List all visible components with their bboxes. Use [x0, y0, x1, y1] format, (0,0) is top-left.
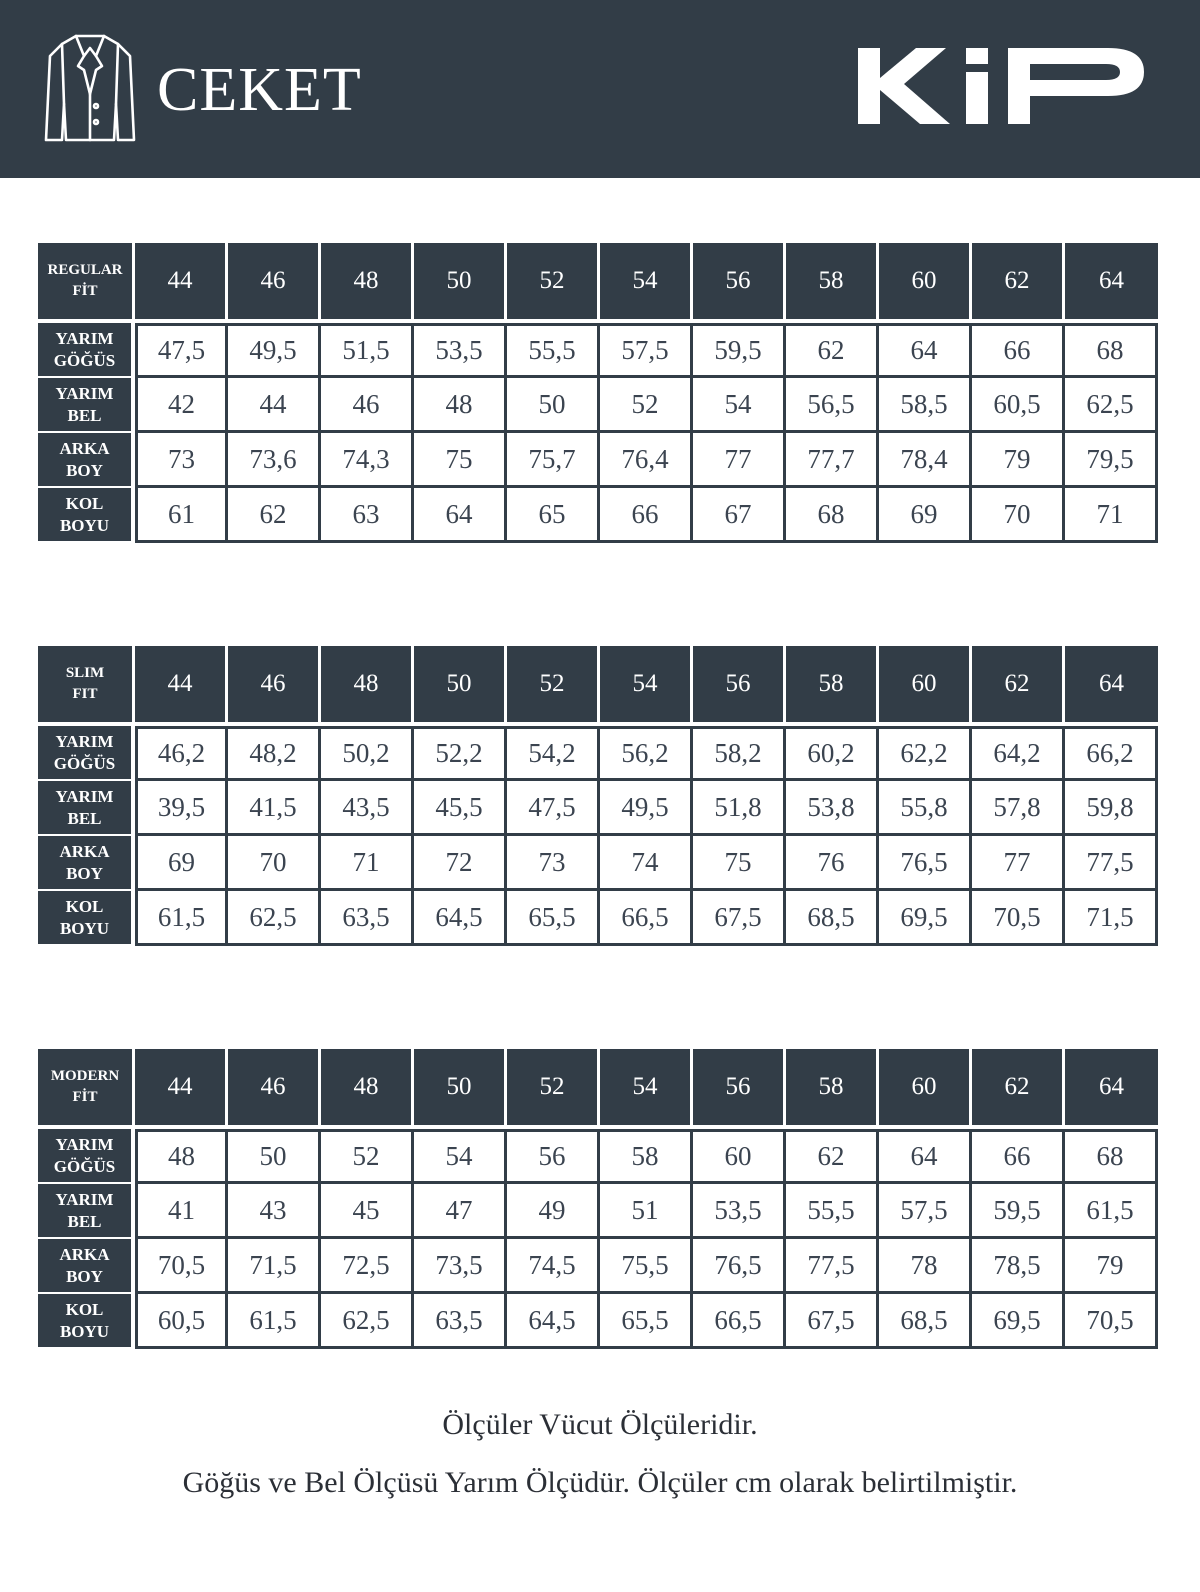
table-cell: 62: [228, 488, 321, 543]
note-line-2: Göğüs ve Bel Ölçüsü Yarım Ölçüdür. Ölçüler cm olarak belirtilmiştir.: [182, 1466, 1018, 1499]
table-cell: 53,5: [693, 1184, 786, 1239]
table-cell: 74,5: [507, 1239, 600, 1294]
note-line-1: Ölçüler Vücut Ölçüleridir.: [442, 1408, 758, 1441]
table-cell: 57,5: [600, 323, 693, 378]
size-header: 46: [228, 646, 321, 722]
size-header: 58: [786, 243, 879, 319]
row-label: [38, 1129, 135, 1184]
table-cell: 47,5: [135, 323, 228, 378]
table-cell: 59,8: [1065, 781, 1158, 836]
size-header: 46: [228, 1049, 321, 1125]
size-header: 44: [135, 243, 228, 319]
page-header: [0, 0, 1200, 178]
table-cell: 49: [507, 1184, 600, 1239]
table-cell: 50: [507, 378, 600, 433]
table-cell: 69: [879, 488, 972, 543]
table-cell: 77,5: [1065, 836, 1158, 891]
size-header: 46: [228, 243, 321, 319]
table-row: [38, 836, 1158, 891]
table-row: [38, 891, 1158, 946]
table-cell: 77: [693, 433, 786, 488]
fit-label: [38, 1049, 135, 1125]
fit-label-line1: MODERN: [50, 1068, 120, 1084]
fit-label-line1: SLIM: [65, 665, 105, 681]
row-label-line2: BEL: [67, 405, 102, 425]
row-label: [38, 836, 135, 891]
brand-logo: [858, 44, 1148, 128]
table-cell: 46: [321, 378, 414, 433]
table-cell: 49,5: [228, 323, 321, 378]
table-cell: 72: [414, 836, 507, 891]
table-cell: 43,5: [321, 781, 414, 836]
table-cell: 61,5: [135, 891, 228, 946]
table-cell: 67,5: [693, 891, 786, 946]
table-cell: 70,5: [972, 891, 1065, 946]
row-label-line1: KOL: [65, 896, 104, 916]
jacket-icon: [44, 32, 136, 144]
table-cell: 48: [135, 1129, 228, 1184]
table-cell: 62: [786, 323, 879, 378]
table-cell: 61,5: [1065, 1184, 1158, 1239]
table-cell: 68: [1065, 323, 1158, 378]
table-cell: 60: [693, 1129, 786, 1184]
size-header: 60: [879, 646, 972, 722]
table-cell: 70: [972, 488, 1065, 543]
table-cell: 65: [507, 488, 600, 543]
row-label-line2: GÖĞÜS: [53, 1156, 116, 1176]
table-cell: 50,2: [321, 726, 414, 781]
table-cell: 66: [972, 1129, 1065, 1184]
row-label-line2: BOY: [66, 863, 103, 883]
table-cell: 41,5: [228, 781, 321, 836]
table-cell: 76,5: [879, 836, 972, 891]
row-label: [38, 726, 135, 781]
row-label-line2: BOYU: [59, 918, 110, 938]
table-cell: 49,5: [600, 781, 693, 836]
row-label-line1: KOL: [65, 1299, 104, 1319]
table-cell: 55,8: [879, 781, 972, 836]
table-cell: 68: [786, 488, 879, 543]
table-cell: 55,5: [507, 323, 600, 378]
table-cell: 71: [321, 836, 414, 891]
table-cell: 65,5: [507, 891, 600, 946]
table-cell: 69,5: [972, 1294, 1065, 1349]
table-cell: 54: [693, 378, 786, 433]
row-label: [38, 1294, 135, 1349]
size-header: 60: [879, 243, 972, 319]
table-cell: 53,8: [786, 781, 879, 836]
table-cell: 62,5: [228, 891, 321, 946]
row-label-line2: BOY: [66, 1266, 103, 1286]
row-label-line1: YARIM: [55, 1134, 114, 1154]
table-cell: 62,5: [1065, 378, 1158, 433]
size-header: 60: [879, 1049, 972, 1125]
table-cell: 78: [879, 1239, 972, 1294]
table-cell: 75,7: [507, 433, 600, 488]
table-cell: 66: [600, 488, 693, 543]
fit-label-line1: REGULAR: [47, 262, 123, 278]
fit-label-line2: FIT: [72, 686, 98, 702]
table-cell: 50: [228, 1129, 321, 1184]
table-cell: 64: [879, 1129, 972, 1184]
row-label-line2: BOYU: [59, 515, 110, 535]
row-label-line1: YARIM: [55, 786, 114, 806]
row-label-line1: ARKA: [59, 438, 110, 458]
table-cell: 63,5: [321, 891, 414, 946]
table-cell: 46,2: [135, 726, 228, 781]
table-cell: 73,5: [414, 1239, 507, 1294]
table-cell: 64: [414, 488, 507, 543]
table-cell: 79: [972, 433, 1065, 488]
table-cell: 51: [600, 1184, 693, 1239]
size-header: 56: [693, 243, 786, 319]
table-cell: 45: [321, 1184, 414, 1239]
table-cell: 62,5: [321, 1294, 414, 1349]
table-cell: 66,5: [693, 1294, 786, 1349]
row-label: [38, 433, 135, 488]
size-header: 54: [600, 243, 693, 319]
fit-label-line2: FİT: [72, 283, 98, 299]
size-header: 62: [972, 1049, 1065, 1125]
table-header-row: [38, 646, 1158, 722]
table-cell: 67,5: [786, 1294, 879, 1349]
table-cell: 71,5: [228, 1239, 321, 1294]
size-header: 44: [135, 1049, 228, 1125]
table-cell: 54: [414, 1129, 507, 1184]
table-cell: 74: [600, 836, 693, 891]
table-header-row: [38, 1049, 1158, 1125]
size-header: 50: [414, 646, 507, 722]
size-header: 52: [507, 1049, 600, 1125]
table-row: [38, 1294, 1158, 1349]
table-cell: 63,5: [414, 1294, 507, 1349]
table-cell: 58,5: [879, 378, 972, 433]
table-cell: 66: [972, 323, 1065, 378]
size-header: 48: [321, 1049, 414, 1125]
table-cell: 56: [507, 1129, 600, 1184]
table-cell: 71,5: [1065, 891, 1158, 946]
table-row: [38, 378, 1158, 433]
table-row: [38, 726, 1158, 781]
table-cell: 70,5: [1065, 1294, 1158, 1349]
size-header: 48: [321, 646, 414, 722]
table-cell: 70: [228, 836, 321, 891]
table-cell: 64,2: [972, 726, 1065, 781]
row-label: [38, 891, 135, 946]
table-cell: 61,5: [228, 1294, 321, 1349]
table-cell: 79,5: [1065, 433, 1158, 488]
table-cell: 78,5: [972, 1239, 1065, 1294]
fit-label: [38, 646, 135, 722]
size-header: 56: [693, 646, 786, 722]
table-cell: 65,5: [600, 1294, 693, 1349]
table-cell: 77,5: [786, 1239, 879, 1294]
row-label-line1: YARIM: [55, 731, 114, 751]
row-label-line2: GÖĞÜS: [53, 350, 116, 370]
table-cell: 60,5: [972, 378, 1065, 433]
table-cell: 74,3: [321, 433, 414, 488]
table-cell: 51,5: [321, 323, 414, 378]
table-cell: 47: [414, 1184, 507, 1239]
table-cell: 59,5: [972, 1184, 1065, 1239]
table-cell: 52: [321, 1129, 414, 1184]
size-header: 58: [786, 646, 879, 722]
row-label-line2: BOY: [66, 460, 103, 480]
regular-fit-table: [38, 243, 1158, 543]
table-cell: 48,2: [228, 726, 321, 781]
size-header: 52: [507, 243, 600, 319]
size-header: 52: [507, 646, 600, 722]
row-label-line2: BEL: [67, 808, 102, 828]
table-header-row: [38, 243, 1158, 319]
table-cell: 64: [879, 323, 972, 378]
table-cell: 78,4: [879, 433, 972, 488]
table-cell: 64,5: [507, 1294, 600, 1349]
size-header: 50: [414, 243, 507, 319]
table-cell: 62,2: [879, 726, 972, 781]
table-row: [38, 488, 1158, 543]
table-cell: 73,6: [228, 433, 321, 488]
table-cell: 43: [228, 1184, 321, 1239]
table-cell: 45,5: [414, 781, 507, 836]
row-label-line1: ARKA: [59, 1244, 110, 1264]
row-label: [38, 1239, 135, 1294]
table-cell: 57,8: [972, 781, 1065, 836]
table-cell: 76,4: [600, 433, 693, 488]
size-header: 56: [693, 1049, 786, 1125]
table-cell: 61: [135, 488, 228, 543]
table-cell: 68,5: [786, 891, 879, 946]
size-header: 44: [135, 646, 228, 722]
modern-fit-table: [38, 1049, 1158, 1349]
table-cell: 70,5: [135, 1239, 228, 1294]
row-label: [38, 781, 135, 836]
table-cell: 51,8: [693, 781, 786, 836]
row-label-line2: GÖĞÜS: [53, 753, 116, 773]
table-cell: 47,5: [507, 781, 600, 836]
fit-label: [38, 243, 135, 319]
table-cell: 42: [135, 378, 228, 433]
table-cell: 39,5: [135, 781, 228, 836]
table-cell: 73: [135, 433, 228, 488]
table-cell: 56,2: [600, 726, 693, 781]
fit-label-line2: FİT: [72, 1089, 98, 1105]
table-cell: 79: [1065, 1239, 1158, 1294]
page-title: CEKET: [157, 56, 362, 124]
row-label: [38, 378, 135, 433]
size-header: 54: [600, 646, 693, 722]
row-label: [38, 488, 135, 543]
size-header: 54: [600, 1049, 693, 1125]
table-cell: 71: [1065, 488, 1158, 543]
row-label: [38, 323, 135, 378]
table-cell: 72,5: [321, 1239, 414, 1294]
size-header: 58: [786, 1049, 879, 1125]
table-cell: 58: [600, 1129, 693, 1184]
table-cell: 58,2: [693, 726, 786, 781]
table-cell: 77: [972, 836, 1065, 891]
table-cell: 69: [135, 836, 228, 891]
size-header: 62: [972, 646, 1065, 722]
table-cell: 60,5: [135, 1294, 228, 1349]
size-header: 64: [1065, 243, 1158, 319]
table-cell: 59,5: [693, 323, 786, 378]
table-row: [38, 1129, 1158, 1184]
size-header: 48: [321, 243, 414, 319]
table-cell: 55,5: [786, 1184, 879, 1239]
table-cell: 68,5: [879, 1294, 972, 1349]
table-cell: 54,2: [507, 726, 600, 781]
table-cell: 60,2: [786, 726, 879, 781]
table-cell: 48: [414, 378, 507, 433]
table-row: [38, 1184, 1158, 1239]
table-cell: 77,7: [786, 433, 879, 488]
row-label-line1: KOL: [65, 493, 104, 513]
table-cell: 75: [693, 836, 786, 891]
table-cell: 41: [135, 1184, 228, 1239]
size-header: 64: [1065, 646, 1158, 722]
table-cell: 66,2: [1065, 726, 1158, 781]
size-header: 62: [972, 243, 1065, 319]
table-cell: 69,5: [879, 891, 972, 946]
row-label-line1: ARKA: [59, 841, 110, 861]
table-cell: 68: [1065, 1129, 1158, 1184]
table-cell: 62: [786, 1129, 879, 1184]
table-cell: 63: [321, 488, 414, 543]
slim-fit-table: [38, 646, 1158, 946]
table-cell: 66,5: [600, 891, 693, 946]
table-row: [38, 433, 1158, 488]
table-cell: 64,5: [414, 891, 507, 946]
row-label-line2: BEL: [67, 1211, 102, 1231]
table-cell: 52: [600, 378, 693, 433]
table-cell: 57,5: [879, 1184, 972, 1239]
row-label-line1: YARIM: [55, 1189, 114, 1209]
size-header: 50: [414, 1049, 507, 1125]
table-cell: 53,5: [414, 323, 507, 378]
table-cell: 56,5: [786, 378, 879, 433]
row-label-line1: YARIM: [55, 328, 114, 348]
row-label: [38, 1184, 135, 1239]
table-cell: 75,5: [600, 1239, 693, 1294]
table-cell: 76: [786, 836, 879, 891]
table-cell: 75: [414, 433, 507, 488]
table-row: [38, 323, 1158, 378]
size-header: 64: [1065, 1049, 1158, 1125]
table-cell: 67: [693, 488, 786, 543]
table-cell: 76,5: [693, 1239, 786, 1294]
row-label-line2: BOYU: [59, 1321, 110, 1341]
table-row: [38, 1239, 1158, 1294]
table-cell: 52,2: [414, 726, 507, 781]
table-cell: 44: [228, 378, 321, 433]
table-cell: 73: [507, 836, 600, 891]
table-row: [38, 781, 1158, 836]
row-label-line1: YARIM: [55, 383, 114, 403]
